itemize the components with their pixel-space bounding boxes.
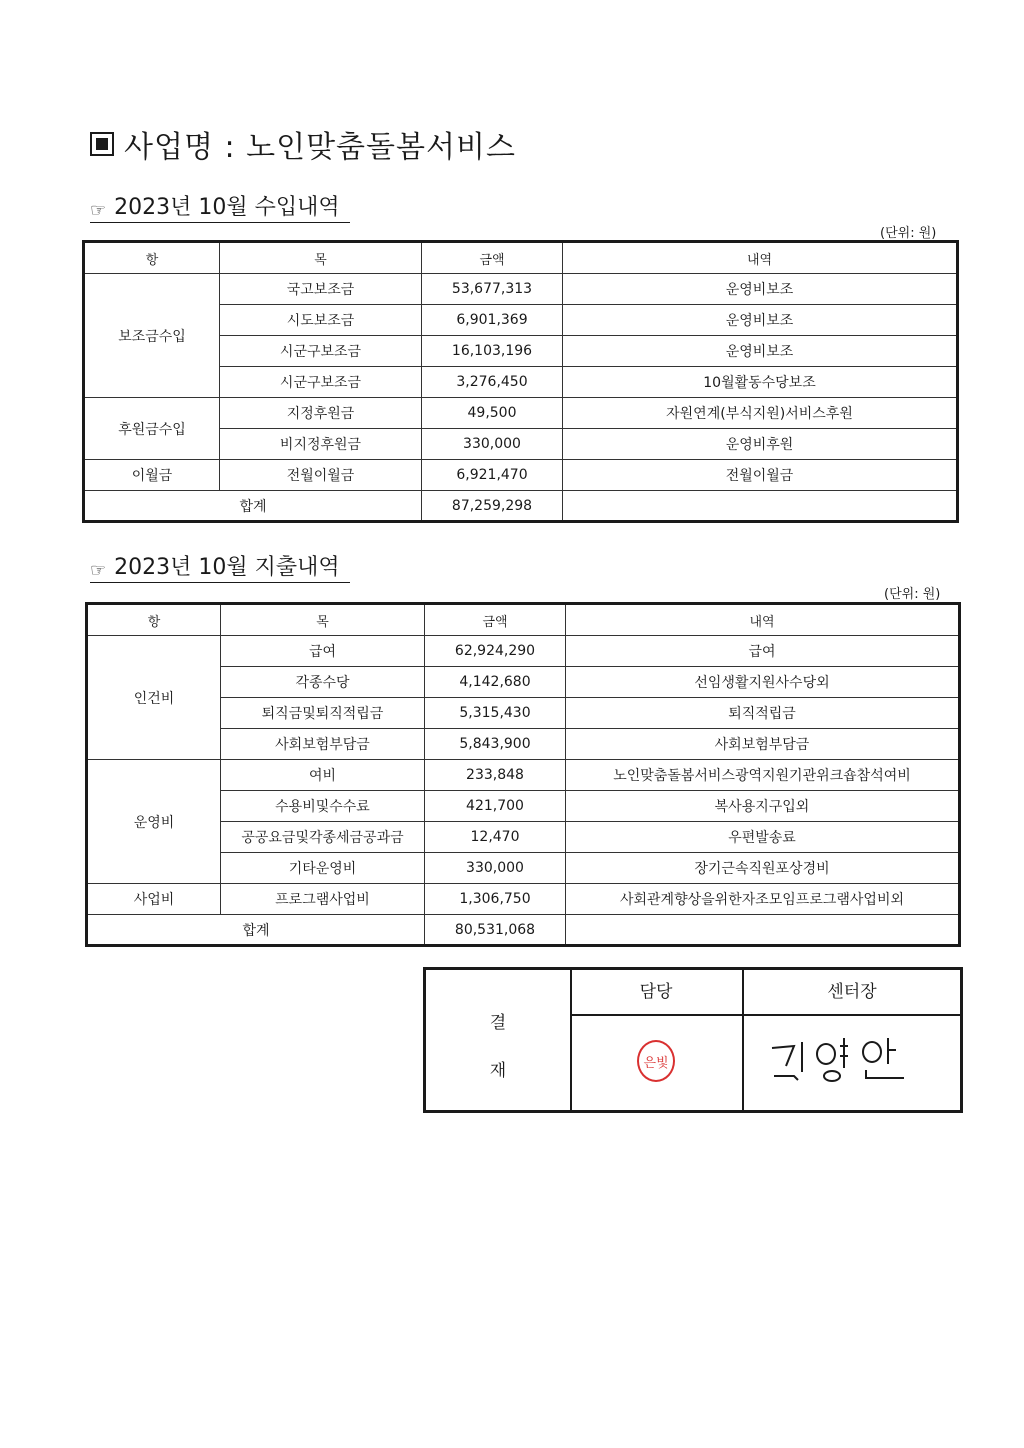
approval-label-col: [426, 970, 572, 1110]
seal-stamp: 은빛: [637, 1040, 675, 1082]
approval-label-top: 결: [489, 1013, 507, 1033]
item-cell: 전월이월금: [220, 460, 422, 491]
amount-cell: 12,470: [425, 822, 566, 853]
category-cell: 인건비: [87, 636, 221, 760]
approval-box: [423, 967, 963, 1113]
item-cell: 시도보조금: [220, 305, 422, 336]
detail-cell: 장기근속직원포상경비: [566, 853, 960, 884]
item-cell: 수용비및수수료: [221, 791, 425, 822]
detail-cell: 10월활동수당보조: [563, 367, 958, 398]
item-cell: 급여: [221, 636, 425, 667]
title-text: 사업명 : 노인맞춤돌봄서비스: [124, 130, 516, 165]
square-bullet-icon: [90, 132, 114, 156]
detail-cell: 복사용지구입외: [566, 791, 960, 822]
amount-cell: 6,921,470: [422, 460, 563, 491]
approval-col-manager-header: 담당: [570, 970, 742, 1016]
column-header: 항: [87, 604, 221, 636]
pointing-hand-icon: ☞: [90, 200, 107, 221]
table-row: [84, 460, 958, 491]
total-label: 합계: [87, 915, 425, 946]
total-detail-empty: [563, 491, 958, 522]
table-row: [87, 760, 960, 791]
item-cell: 사회보험부담금: [221, 729, 425, 760]
table-row: [87, 884, 960, 915]
item-cell: 시군구보조금: [220, 367, 422, 398]
pointing-hand-icon: ☞: [90, 560, 107, 581]
detail-cell: 사회관계향상을위한자조모임프로그램사업비외: [566, 884, 960, 915]
amount-cell: 330,000: [422, 429, 563, 460]
detail-cell: 자원연계(부식지원)서비스후원: [563, 398, 958, 429]
column-header: 목: [221, 604, 425, 636]
total-row: [84, 491, 958, 522]
column-header: 금액: [425, 604, 566, 636]
column-header: 목: [220, 242, 422, 274]
detail-cell: 급여: [566, 636, 960, 667]
category-cell: 이월금: [84, 460, 220, 491]
item-cell: 프로그램사업비: [221, 884, 425, 915]
amount-cell: 16,103,196: [422, 336, 563, 367]
amount-cell: 330,000: [425, 853, 566, 884]
page-title: [90, 122, 516, 166]
total-amount: 80,531,068: [425, 915, 566, 946]
category-cell: 후원금수입: [84, 398, 220, 460]
detail-cell: 운영비보조: [563, 305, 958, 336]
detail-cell: 운영비후원: [563, 429, 958, 460]
total-amount: 87,259,298: [422, 491, 563, 522]
item-cell: 시군구보조금: [220, 336, 422, 367]
detail-cell: 운영비보조: [563, 274, 958, 305]
amount-cell: 53,677,313: [422, 274, 563, 305]
expense-heading-text: 2023년 10월 지출내역: [114, 555, 340, 580]
amount-cell: 3,276,450: [422, 367, 563, 398]
table-row: [87, 636, 960, 667]
amount-cell: 233,848: [425, 760, 566, 791]
amount-cell: 62,924,290: [425, 636, 566, 667]
category-cell: 보조금수입: [84, 274, 220, 398]
amount-cell: 5,315,430: [425, 698, 566, 729]
table-row: [84, 398, 958, 429]
amount-cell: 421,700: [425, 791, 566, 822]
amount-cell: 4,142,680: [425, 667, 566, 698]
table-header-row: [87, 604, 960, 636]
amount-cell: 5,843,900: [425, 729, 566, 760]
income-table: [82, 240, 959, 523]
category-cell: 사업비: [87, 884, 221, 915]
expense-unit: (단위: 원): [884, 587, 941, 602]
detail-cell: 우편발송료: [566, 822, 960, 853]
approval-col-director: [744, 970, 960, 1110]
total-row: [87, 915, 960, 946]
total-label: 합계: [84, 491, 422, 522]
amount-cell: 6,901,369: [422, 305, 563, 336]
table-header-row: [84, 242, 958, 274]
item-cell: 공공요금및각종세금공과금: [221, 822, 425, 853]
approval-col-director-header: 센터장: [744, 970, 960, 1016]
column-header: 항: [84, 242, 220, 274]
total-detail-empty: [566, 915, 960, 946]
expense-heading: [90, 550, 350, 583]
item-cell: 여비: [221, 760, 425, 791]
column-header: 내역: [566, 604, 960, 636]
amount-cell: 1,306,750: [425, 884, 566, 915]
column-header: 금액: [422, 242, 563, 274]
income-heading-text: 2023년 10월 수입내역: [114, 195, 340, 220]
item-cell: 국고보조금: [220, 274, 422, 305]
approval-label-bottom: 재: [489, 1061, 507, 1081]
detail-cell: 퇴직적립금: [566, 698, 960, 729]
item-cell: 퇴직금및퇴직적립금: [221, 698, 425, 729]
amount-cell: 49,500: [422, 398, 563, 429]
item-cell: 비지정후원금: [220, 429, 422, 460]
table-row: [84, 274, 958, 305]
column-header: 내역: [563, 242, 958, 274]
item-cell: 지정후원금: [220, 398, 422, 429]
detail-cell: 전월이월금: [563, 460, 958, 491]
detail-cell: 운영비보조: [563, 336, 958, 367]
income-unit: (단위: 원): [880, 226, 937, 241]
detail-cell: 노인맞춤돌봄서비스광역지원기관위크숍참석여비: [566, 760, 960, 791]
detail-cell: 선임생활지원사수당외: [566, 667, 960, 698]
income-heading: [90, 190, 350, 223]
approval-col-manager: [570, 970, 744, 1110]
detail-cell: 사회보험부담금: [566, 729, 960, 760]
category-cell: 운영비: [87, 760, 221, 884]
expense-table: [85, 602, 961, 947]
handwritten-signature: [764, 1028, 924, 1088]
item-cell: 기타운영비: [221, 853, 425, 884]
item-cell: 각종수당: [221, 667, 425, 698]
